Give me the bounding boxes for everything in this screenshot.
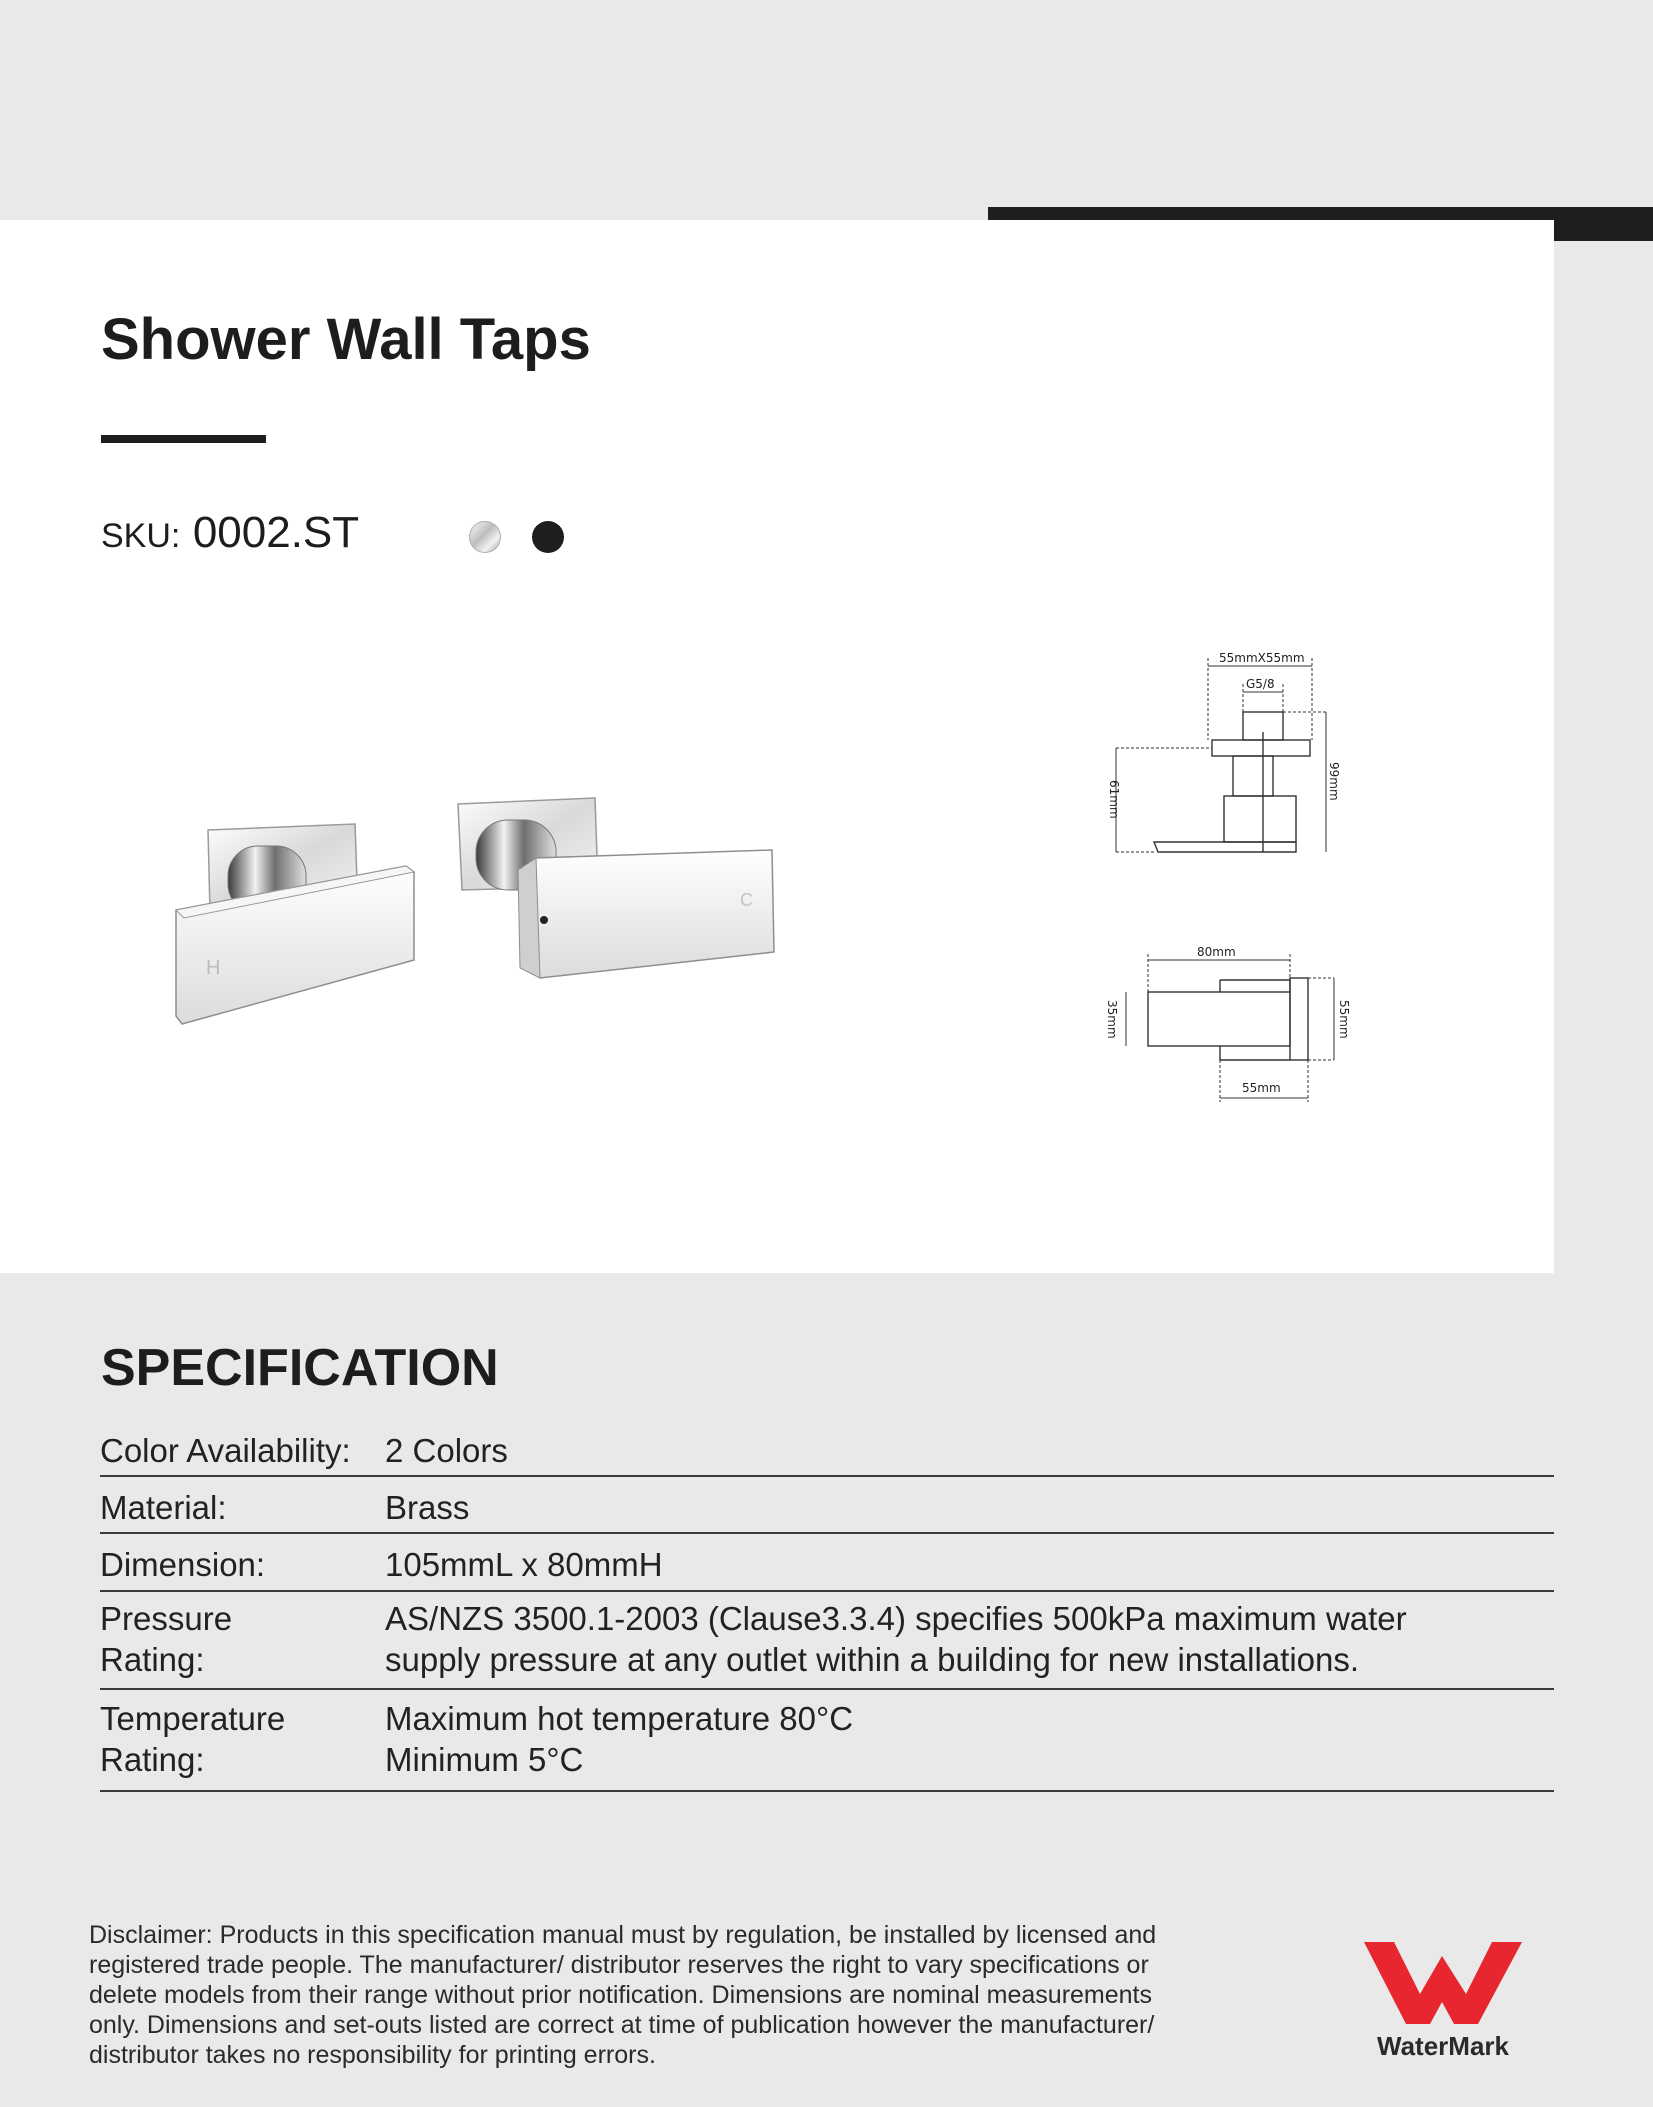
spec-value: Brass [385, 1489, 470, 1526]
spec-value: AS/NZS 3500.1-2003 (Clause3.3.4) specifies 500kPa maximum water supply pressure at any outlet within a building for new installations. [385, 1600, 1407, 1678]
sku-label: SKU: [101, 517, 181, 555]
hot-label: H [206, 957, 221, 979]
dim-plan-bottom: 55mm [1242, 1081, 1281, 1095]
dim-top-width: 55mmX55mm [1219, 651, 1305, 665]
spec-value-line: Maximum hot temperature 80°C [385, 1700, 854, 1737]
dim-plan-left: 35mm [1105, 1000, 1119, 1039]
spec-label: Dimension: [100, 1546, 266, 1583]
spec-value-group [385, 1690, 1554, 1780]
spec-value: 2 Colors [385, 1432, 508, 1469]
spec-row-dimension [100, 1534, 1554, 1592]
title-underline [101, 435, 266, 443]
product-photo [170, 790, 790, 1040]
spec-label: Pressure Rating: [100, 1600, 233, 1678]
chrome-color-swatch [469, 521, 501, 553]
spec-row-material [100, 1477, 1554, 1534]
dim-left-height: 61mm [1107, 780, 1121, 819]
spec-row-color [100, 1426, 1554, 1477]
spec-value: 105mmL x 80mmH [385, 1546, 663, 1583]
spec-row-temperature [100, 1690, 1554, 1792]
sku-row [101, 508, 359, 558]
product-title: Shower Wall Taps [101, 307, 591, 372]
spec-label: Color Availability: [100, 1432, 351, 1469]
black-color-swatch [532, 521, 564, 553]
sku-value: 0002.ST [192, 508, 360, 557]
dim-thread: G5/8 [1246, 677, 1275, 691]
spec-value-line: Minimum 5°C [385, 1741, 584, 1778]
dim-plan-width: 80mm [1197, 945, 1236, 959]
watermark-text: WaterMark [1377, 2031, 1509, 2061]
cold-label: C [740, 890, 753, 910]
specification-heading: SPECIFICATION [101, 1339, 499, 1397]
spec-label: Material: [100, 1489, 227, 1526]
specification-table [100, 1426, 1554, 1792]
spec-row-pressure [100, 1592, 1554, 1690]
hot-tap [176, 824, 414, 1024]
dim-right-height: 99mm [1327, 762, 1341, 801]
cold-tap [458, 798, 774, 978]
technical-drawing [1100, 640, 1360, 1110]
spec-label: Temperature Rating: [100, 1700, 286, 1778]
disclaimer-text: Disclaimer: Products in this specification manual must by regulation, be installed by licensed and registered trade people. The manufacturer/ distributor reserves the right to vary specifications or delete models from their range without prior notification. Dimensions are nominal measurements only. Dimensions and set-outs listed are correct at time of publication however the manufacturer/ distributor takes no responsibility for printing errors. [89, 1921, 1157, 2069]
dim-plan-right: 55mm [1337, 1000, 1351, 1039]
